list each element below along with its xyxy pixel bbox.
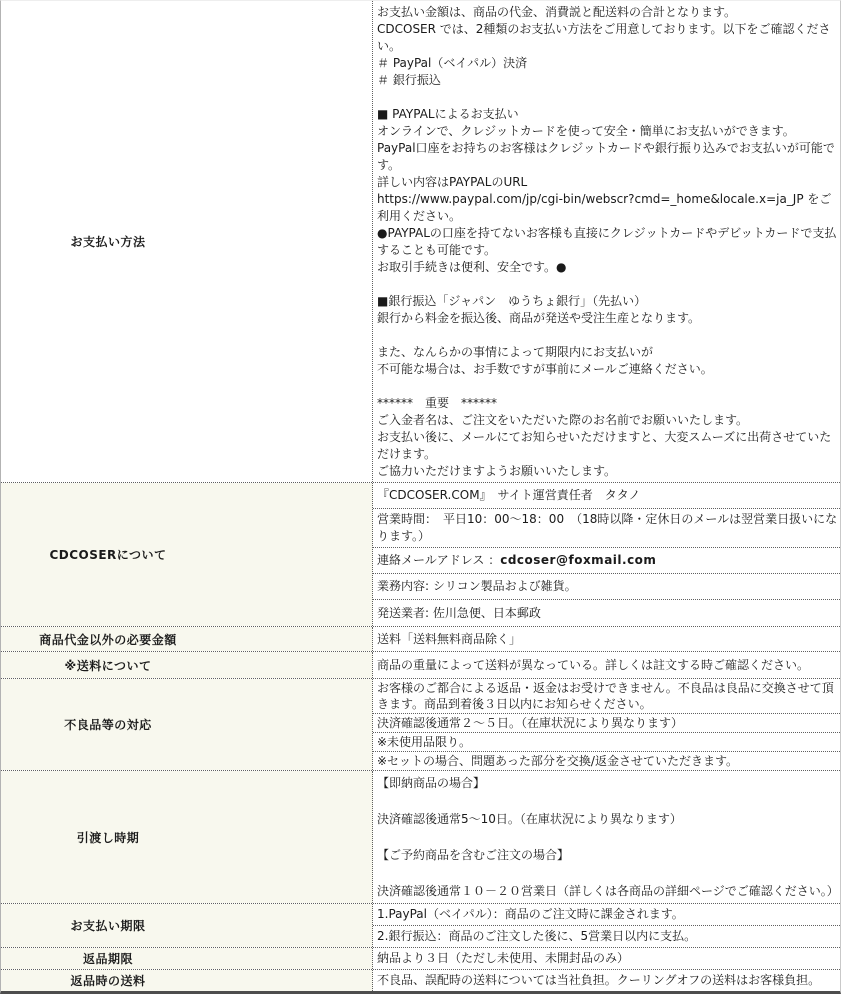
row-header-return-deadline [1, 948, 373, 969]
email-label: 連絡メールアドレス ： [377, 553, 501, 567]
text-line: 業務内容: シリコン製品および雑貨。 [377, 579, 577, 593]
text-line: ご入金者名は、ご注文をいただいた際のお名前でお願いいたします。 [377, 413, 749, 427]
text-line: ****** 重要 ****** [377, 396, 498, 410]
row-header-label: お支払い方法 [70, 235, 146, 249]
text-line: お支払い金額は、商品の代金、消費説と配送料の合計となります。 [377, 5, 737, 19]
row-header-label: CDCOSERについて [49, 548, 167, 562]
content-sub-row [373, 574, 840, 600]
text-line: ご協力いただけますようお願いいたします。 [377, 464, 617, 478]
content-sub-row [373, 652, 840, 678]
content-sub-row [373, 904, 840, 926]
section-row-payment-method [1, 1, 840, 483]
content-sub-row [373, 970, 840, 991]
content-cell [373, 1, 840, 482]
content-sub-row [373, 771, 840, 903]
content-cell [373, 679, 840, 770]
text-line: ＃ 銀行振込 [377, 73, 441, 87]
content-sub-row [373, 1, 840, 482]
content-sub-row [373, 679, 840, 714]
text-line: ※セットの場合、問題あった部分を交換/返金させていただきます。 [377, 754, 739, 768]
text-line: お取引手続きは便利、安全です。● [377, 260, 567, 274]
text-line [377, 276, 838, 293]
text-line: ＃ PayPal（ベイパル）決済 [377, 56, 528, 70]
text-line: 不良品、誤配時の送料については当社負担。クーリングオフの送料はお客様負担。 [377, 973, 821, 987]
row-header-label: 返品時の送料 [70, 974, 146, 988]
text-line [377, 792, 838, 810]
text-line: 2.銀行振込：商品のご注文した後に、5営業日以内に支払。 [377, 929, 697, 943]
row-header-label: ※送料について [64, 658, 152, 673]
section-row-defective-items [1, 679, 840, 771]
content-sub-row [373, 714, 840, 733]
row-header-extra-fees [1, 627, 373, 651]
text-line: ■銀行振込「ジャパン ゆうちょ銀行」（先払い） [377, 294, 647, 308]
content-cell [373, 948, 840, 969]
section-row-shipping-note [1, 652, 840, 679]
content-cell [373, 904, 840, 947]
text-line: 納品より３日（ただし未使用、未開封品のみ） [377, 951, 630, 965]
row-header-payment-deadline [1, 904, 373, 947]
text-line: ■ PAYPALによるお支払い [377, 107, 519, 121]
text-line [377, 552, 838, 569]
text-line: 決済確認後通常２～５日。（在庫状況により異なります） [377, 716, 684, 730]
text-line: 商品の重量によって送料が異なっている。詳しくは註文する時ご確認ください。 [377, 657, 810, 672]
content-cell [373, 771, 840, 903]
text-line: お客様のご都合による返品・返金はお受けできません。不良品は良品に交換させて頂きます。商品到着後３日以内にお知らせください。 [377, 681, 834, 711]
text-line: PayPal口座をお持ちのお客様はクレジットカードや銀行振り込みでお支払いが可能です。 [377, 141, 835, 172]
text-line: 詳しい内容はPAYPALのURL [377, 175, 528, 189]
text-line: 発送業者: 佐川急便、日本郵政 [377, 605, 541, 620]
text-line: お支払い後に、メールにてお知らせいただけますと、大変スムーズに出荷させていただけます。 [377, 430, 832, 461]
text-line: 1.PayPal（ベイパル）：商品のご注文時に課金されます。 [377, 907, 684, 921]
section-row-return-shipping [1, 970, 840, 991]
row-header-label: 商品代金以外の必要金額 [39, 632, 177, 647]
row-header-shipping-note [1, 652, 373, 678]
content-sub-row [373, 948, 840, 969]
text-line: ●PAYPALの口座を持てないお客様も直接にクレジットカードやデビットカードで支払することも可能です。 [377, 226, 837, 257]
content-sub-row [373, 600, 840, 626]
section-row-about-cdcoser [1, 483, 840, 627]
row-header-return-shipping [1, 970, 373, 991]
section-row-extra-fees [1, 627, 840, 652]
text-line [377, 828, 838, 846]
text-line: オンラインで、クレジットカードを使って安全・簡単にお支払いができます。 [377, 124, 795, 138]
text-line: ※未使用品限り。 [377, 735, 472, 749]
text-line: 不可能な場合は、お手数ですが事前にメールご連絡ください。 [377, 362, 713, 376]
content-cell [373, 970, 840, 991]
section-row-return-deadline [1, 948, 840, 970]
content-cell [373, 483, 840, 626]
content-cell [373, 652, 840, 678]
text-line: 【即納商品の場合】 [377, 776, 486, 790]
content-sub-row [373, 733, 840, 752]
row-header-label: お支払い期限 [70, 919, 146, 933]
text-line: 【ご予約商品を含むご注文の場合】 [377, 848, 570, 862]
row-header-payment-method [1, 1, 373, 482]
text-line: 営業時間： 平日10：00～18：00 （18時以降・定休日のメールは翌営業日扱いになります。） [377, 512, 838, 543]
row-header-defective-items [1, 679, 373, 770]
content-cell [373, 627, 840, 651]
section-row-delivery-time [1, 771, 840, 904]
text-line: 送料「送料無料商品除く」 [377, 631, 522, 646]
content-sub-row [373, 483, 840, 509]
content-sub-row [373, 509, 840, 548]
email-address: cdcoser@foxmail.com [500, 553, 657, 567]
row-header-about-cdcoser [1, 483, 373, 626]
text-line [377, 864, 838, 882]
row-header-delivery-time [1, 771, 373, 903]
text-line: 『CDCOSER.COM』 サイト運営責任者 タタノ [377, 488, 641, 502]
text-line [377, 89, 838, 106]
text-line: 決済確認後通常5～10日。（在庫状況により異なります） [377, 812, 682, 826]
content-sub-row [373, 627, 840, 651]
row-header-label: 引渡し時期 [76, 830, 140, 845]
row-header-label: 返品期限 [82, 952, 133, 966]
text-line [377, 378, 838, 395]
text-line: 銀行から料金を振込後、商品が発送や受注生産となります。 [377, 311, 701, 325]
section-row-payment-deadline [1, 904, 840, 948]
text-line: https://www.paypal.com/jp/cgi-bin/webscr?cmd=_home&locale.x=ja_JP をご利用ください。 [377, 192, 832, 223]
text-line: 決済確認後通常１０－２０営業日（詳しくは各商品の詳細ページでご確認ください。） [377, 884, 839, 898]
content-sub-row [373, 926, 840, 947]
row-header-label: 不良品等の対応 [64, 718, 152, 732]
text-line: CDCOSER では、2種類のお支払い方法をご用意しております。以下をご確認ください。 [377, 22, 831, 53]
text-line: また、なんらかの事情によって期限内にお支払いが [377, 345, 654, 359]
content-sub-row [373, 548, 840, 574]
text-line [377, 327, 838, 344]
content-sub-row [373, 752, 840, 770]
